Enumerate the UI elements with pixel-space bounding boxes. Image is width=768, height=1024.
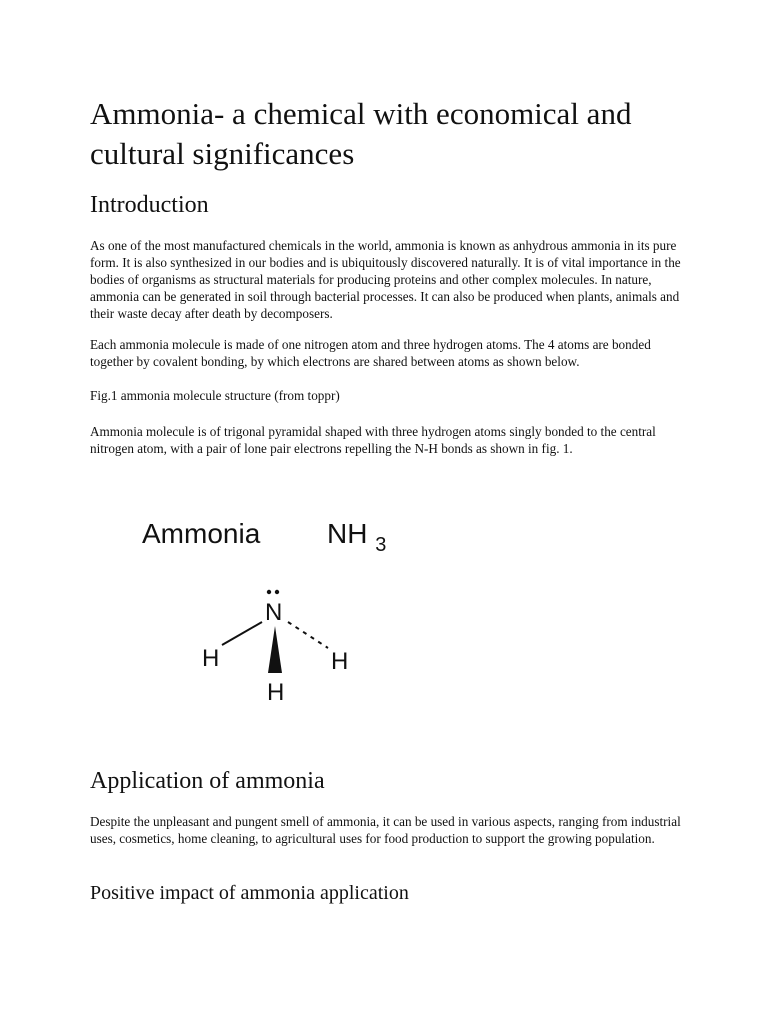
atom-nitrogen: N (265, 599, 283, 626)
application-paragraph-1: Despite the unpleasant and pungent smell of ammonia, it can be used in various aspects, ranging from industrial uses, cosmetics, home cleaning, to agricultural uses for food production to support the growing population. (90, 814, 681, 846)
ammonia-structure-figure (130, 505, 410, 715)
lone-pair-dot-right (275, 590, 279, 594)
figure-label-formula-main: NH (327, 518, 368, 549)
figure-label-formula (327, 518, 386, 556)
bond-n-h-left (222, 622, 262, 645)
intro-paragraph-2: Each ammonia molecule is made of one nitrogen atom and three hydrogen atoms. The 4 atoms are bonded together by covalent bonding, by which electrons are shared between atoms as shown below. (90, 337, 651, 369)
atom-hydrogen-right: H (331, 648, 349, 675)
figure-label-formula-sub: 3 (375, 534, 387, 556)
section-heading-introduction: Introduction (90, 192, 209, 218)
intro-paragraph-3: Ammonia molecule is of trigonal pyramidal shaped with three hydrogen atoms singly bonded to the central nitrogen atom, with a pair of lone pair electrons repelling the N-H bonds as shown in fig. 1. (90, 424, 656, 456)
figure-label-name: Ammonia (142, 518, 261, 549)
figure-caption: Fig.1 ammonia molecule structure (from toppr) (90, 388, 340, 403)
lone-pair-dot-left (267, 590, 271, 594)
atom-hydrogen-bottom: H (267, 679, 285, 706)
ammonia-molecule-diagram (130, 505, 410, 715)
section-heading-application: Application of ammonia (90, 768, 325, 794)
document-title: Ammonia- a chemical with economical and cultural significances (90, 96, 632, 171)
atom-hydrogen-left: H (202, 645, 220, 672)
intro-paragraph-1: As one of the most manufactured chemicals in the world, ammonia is known as anhydrous ammonia in its pure form. It is also synthesized in our bodies and is ubiquitously discovered naturally. It is of vital importance in the bodies of organisms as structural materials for producing proteins and other complex molecules. In nature, ammonia can be generated in soil through bacterial processes. It can also be produced when plants, animals and their waste decay after death by decomposers. (90, 238, 681, 321)
section-heading-positive-impact: Positive impact of ammonia application (90, 882, 409, 904)
bond-n-h-bottom-wedge (268, 626, 282, 673)
bond-n-h-right-dashed (288, 622, 328, 648)
